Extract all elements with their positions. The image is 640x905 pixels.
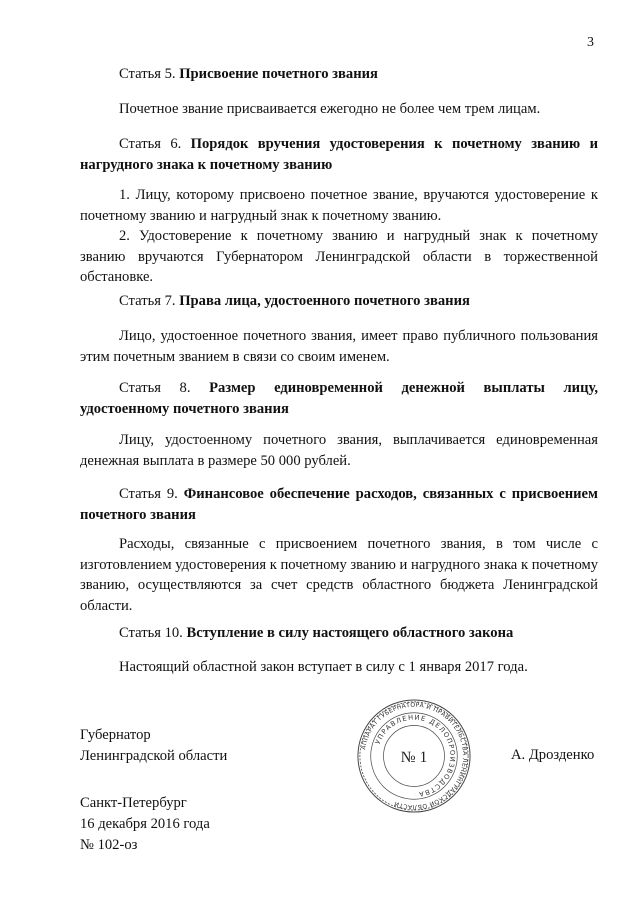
- paragraph: 1. Лицу, которому присвоено почетное звание, вручаются удостоверение к почетному званию и нагрудный знак к почетному званию.: [80, 187, 598, 224]
- article-title: Присвоение почетного звания: [179, 66, 378, 82]
- page-number: 3: [587, 35, 594, 50]
- position-line: Губернатор: [80, 727, 151, 743]
- article-8: [80, 378, 598, 419]
- article-9-body: [80, 534, 598, 616]
- article-prefix: Статья 9.: [119, 486, 178, 502]
- article-prefix: Статья 6.: [119, 136, 182, 152]
- article-heading: [80, 623, 598, 644]
- article-prefix: Статья 7.: [119, 293, 176, 309]
- paragraph: 2. Удостоверение к почетному званию и нагрудный знак к почетному званию вручаются Губернатором Ленинградской области в торжественной обстановке.: [80, 228, 598, 285]
- paragraph: Расходы, связанные с присвоением почетного звания, в том числе с изготовлением удостоверения к почетному званию и нагрудного знака к почетному званию, осуществляются за счет средств областного бюджета Ленинградской области.: [80, 536, 598, 614]
- article-title: Размер единовременной денежной выплаты лицу, удостоенному почетного звания: [80, 380, 598, 417]
- article-title: Финансовое обеспечение расходов, связанных с присвоением почетного звания: [80, 486, 598, 523]
- article-heading: [80, 378, 598, 419]
- paragraph: Лицу, удостоенному почетного звания, выплачивается единовременная денежная выплата в размере 50 000 рублей.: [80, 432, 598, 469]
- article-7-body: [80, 326, 598, 367]
- law-number: № 102-оз: [80, 837, 138, 853]
- article-prefix: Статья 8.: [119, 380, 191, 396]
- official-seal: [355, 697, 473, 815]
- article-heading: [80, 64, 598, 85]
- article-7: [80, 291, 598, 312]
- signatory-position: [80, 725, 227, 766]
- article-5-body: [80, 99, 598, 120]
- article-prefix: Статья 5.: [119, 66, 176, 82]
- article-9: [80, 484, 598, 525]
- paragraph: Лицо, удостоенное почетного звания, имеет право публичного пользования этим почетным званием в связи со своим именем.: [80, 328, 598, 365]
- seal-outer-text: АППАРАТ ГУБЕРНАТОРА И ПРАВИТЕЛЬСТВА ЛЕНИНГРАДСКОЙ ОБЛАСТИ: [360, 701, 469, 811]
- article-10-body: [80, 657, 598, 678]
- paragraph: Почетное звание присваивается ежегодно не более чем трем лицам.: [119, 101, 541, 117]
- article-8-body: [80, 430, 598, 471]
- article-title: Права лица, удостоенного почетного звания: [179, 293, 470, 309]
- date: 16 декабря 2016 года: [80, 816, 210, 832]
- paragraph: Настоящий областной закон вступает в силу с 1 января 2017 года.: [119, 659, 528, 675]
- article-6: [80, 134, 598, 175]
- seal-number: № 1: [400, 748, 428, 766]
- article-heading: [80, 291, 598, 312]
- article-title: Порядок вручения удостоверения к почетному званию и нагрудного знака к почетному званию: [80, 136, 598, 173]
- position-line: Ленинградской области: [80, 747, 228, 764]
- article-10: [80, 623, 598, 644]
- article-heading: [80, 484, 598, 525]
- article-prefix: Статья 10.: [119, 625, 183, 641]
- article-6-body: [80, 185, 598, 288]
- seal-inner-text: УПРАВЛЕНИЕ ДЕЛОПРОИЗВОДСТВА: [373, 713, 457, 799]
- article-5: [80, 64, 598, 85]
- place: Санкт-Петербург: [80, 795, 187, 811]
- article-title: Вступление в силу настоящего областного закона: [186, 625, 514, 641]
- document-footer: [80, 793, 210, 856]
- signatory-name: А. Дрозденко: [511, 747, 595, 763]
- article-heading: [80, 134, 598, 175]
